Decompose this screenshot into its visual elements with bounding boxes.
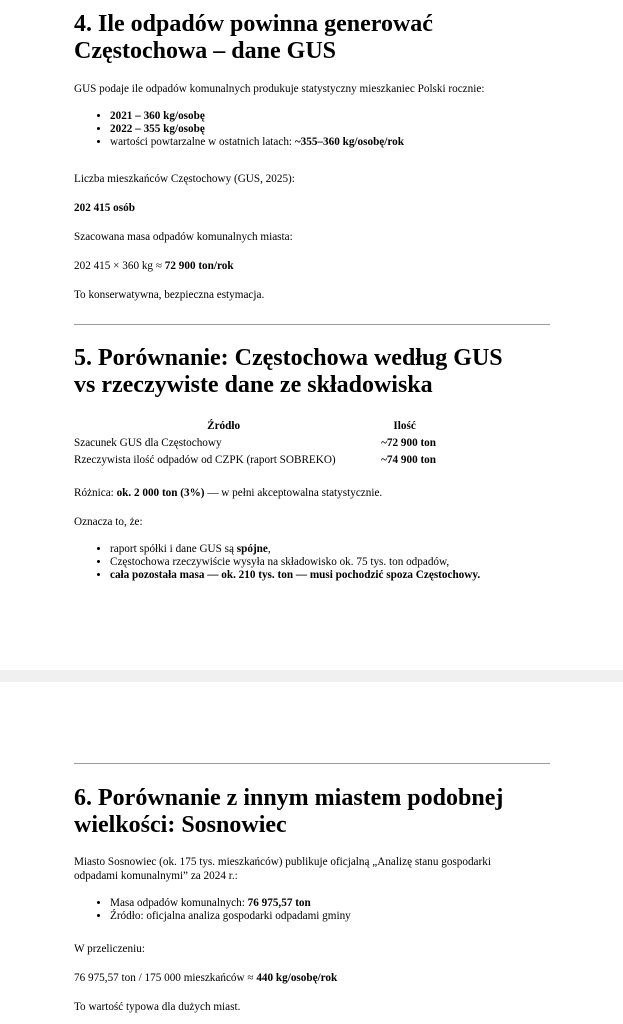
- section-4-note: To konserwatywna, bezpieczna estymacja.: [74, 289, 265, 301]
- section-6: [74, 785, 554, 839]
- table-row: [74, 452, 436, 469]
- recalculation-label: W przeliczeniu:: [74, 943, 145, 955]
- mass-label: Szacowana masa odpadów komunalnych miasta:: [74, 231, 293, 243]
- table-cell-source: Rzeczywista ilość odpadów od CZPK (raport SOBREKO): [74, 454, 336, 466]
- list-item: • wartości powtarzalne w ostatnich latach: ~355–360 kg/osobę/rok: [110, 136, 590, 149]
- mass-calculation: 202 415 × 360 kg ≈ 72 900 ton/rok: [74, 260, 234, 272]
- comparison-table: [74, 418, 436, 469]
- page-break: [0, 670, 623, 682]
- table-cell-source: Szacunek GUS dla Częstochowy: [74, 437, 222, 449]
- table-cell-amount: ~72 900 ton: [381, 437, 436, 449]
- population-value: 202 415 osób: [74, 202, 135, 214]
- table-header-row: [74, 418, 436, 435]
- table-cell-amount: ~74 900 ton: [381, 454, 436, 466]
- section-6-list: [74, 897, 590, 923]
- list-item: • Masa odpadów komunalnych: 76 975,57 ton: [110, 897, 590, 910]
- section-4-list: [74, 110, 590, 149]
- section-5-title: 5. Porównanie: Częstochowa według GUS vs rzeczywiste dane ze składowiska: [74, 345, 503, 398]
- section-5: [74, 345, 554, 399]
- section-6-note: To wartość typowa dla dużych miast.: [74, 1001, 241, 1013]
- column-header-source: Źródło: [207, 420, 241, 432]
- divider: [74, 763, 550, 764]
- section-6-intro: Miasto Sosnowiec (ok. 175 tys. mieszkańców) publikuje oficjalną „Analizę stanu gospodarki odpadami komunalnymi” za 2024 r.:: [74, 856, 491, 882]
- table-row: [74, 435, 436, 452]
- section-5-list: [74, 543, 590, 582]
- list-item: • Częstochowa rzeczywiście wysyła na składowisko ok. 75 tys. ton odpadów,: [110, 556, 590, 569]
- population-label: Liczba mieszkańców Częstochowy (GUS, 2025):: [74, 173, 295, 185]
- list-item: • 2021 – 360 kg/osobę: [110, 110, 590, 123]
- list-item: • 2022 – 355 kg/osobę: [110, 123, 590, 136]
- section-4-title: 4. Ile odpadów powinna generować Częstochowa – dane GUS: [74, 11, 433, 64]
- divider: [74, 324, 550, 325]
- list-item: • Źródło: oficjalna analiza gospodarki odpadami gminy: [110, 910, 590, 923]
- per-capita-calculation: 76 975,57 ton / 175 000 mieszkańców ≈ 440 kg/osobę/rok: [74, 972, 338, 984]
- section-4-intro: GUS podaje ile odpadów komunalnych produkuje statystyczny mieszkaniec Polski rocznie:: [74, 83, 485, 95]
- section-6-title: 6. Porównanie z innym miastem podobnej wielkości: Sosnowiec: [74, 785, 504, 838]
- list-item: • raport spółki i dane GUS są spójne,: [110, 543, 590, 556]
- list-item: • cała pozostała masa — ok. 210 tys. ton — musi pochodzić spoza Częstochowy.: [110, 569, 590, 582]
- difference-text: Różnica: ok. 2 000 ton (3%) — w pełni akceptowalna statystycznie.: [74, 487, 383, 499]
- section-4: [74, 11, 554, 65]
- conclusion-lead: Oznacza to, że:: [74, 516, 143, 528]
- column-header-amount: Ilość: [393, 420, 416, 432]
